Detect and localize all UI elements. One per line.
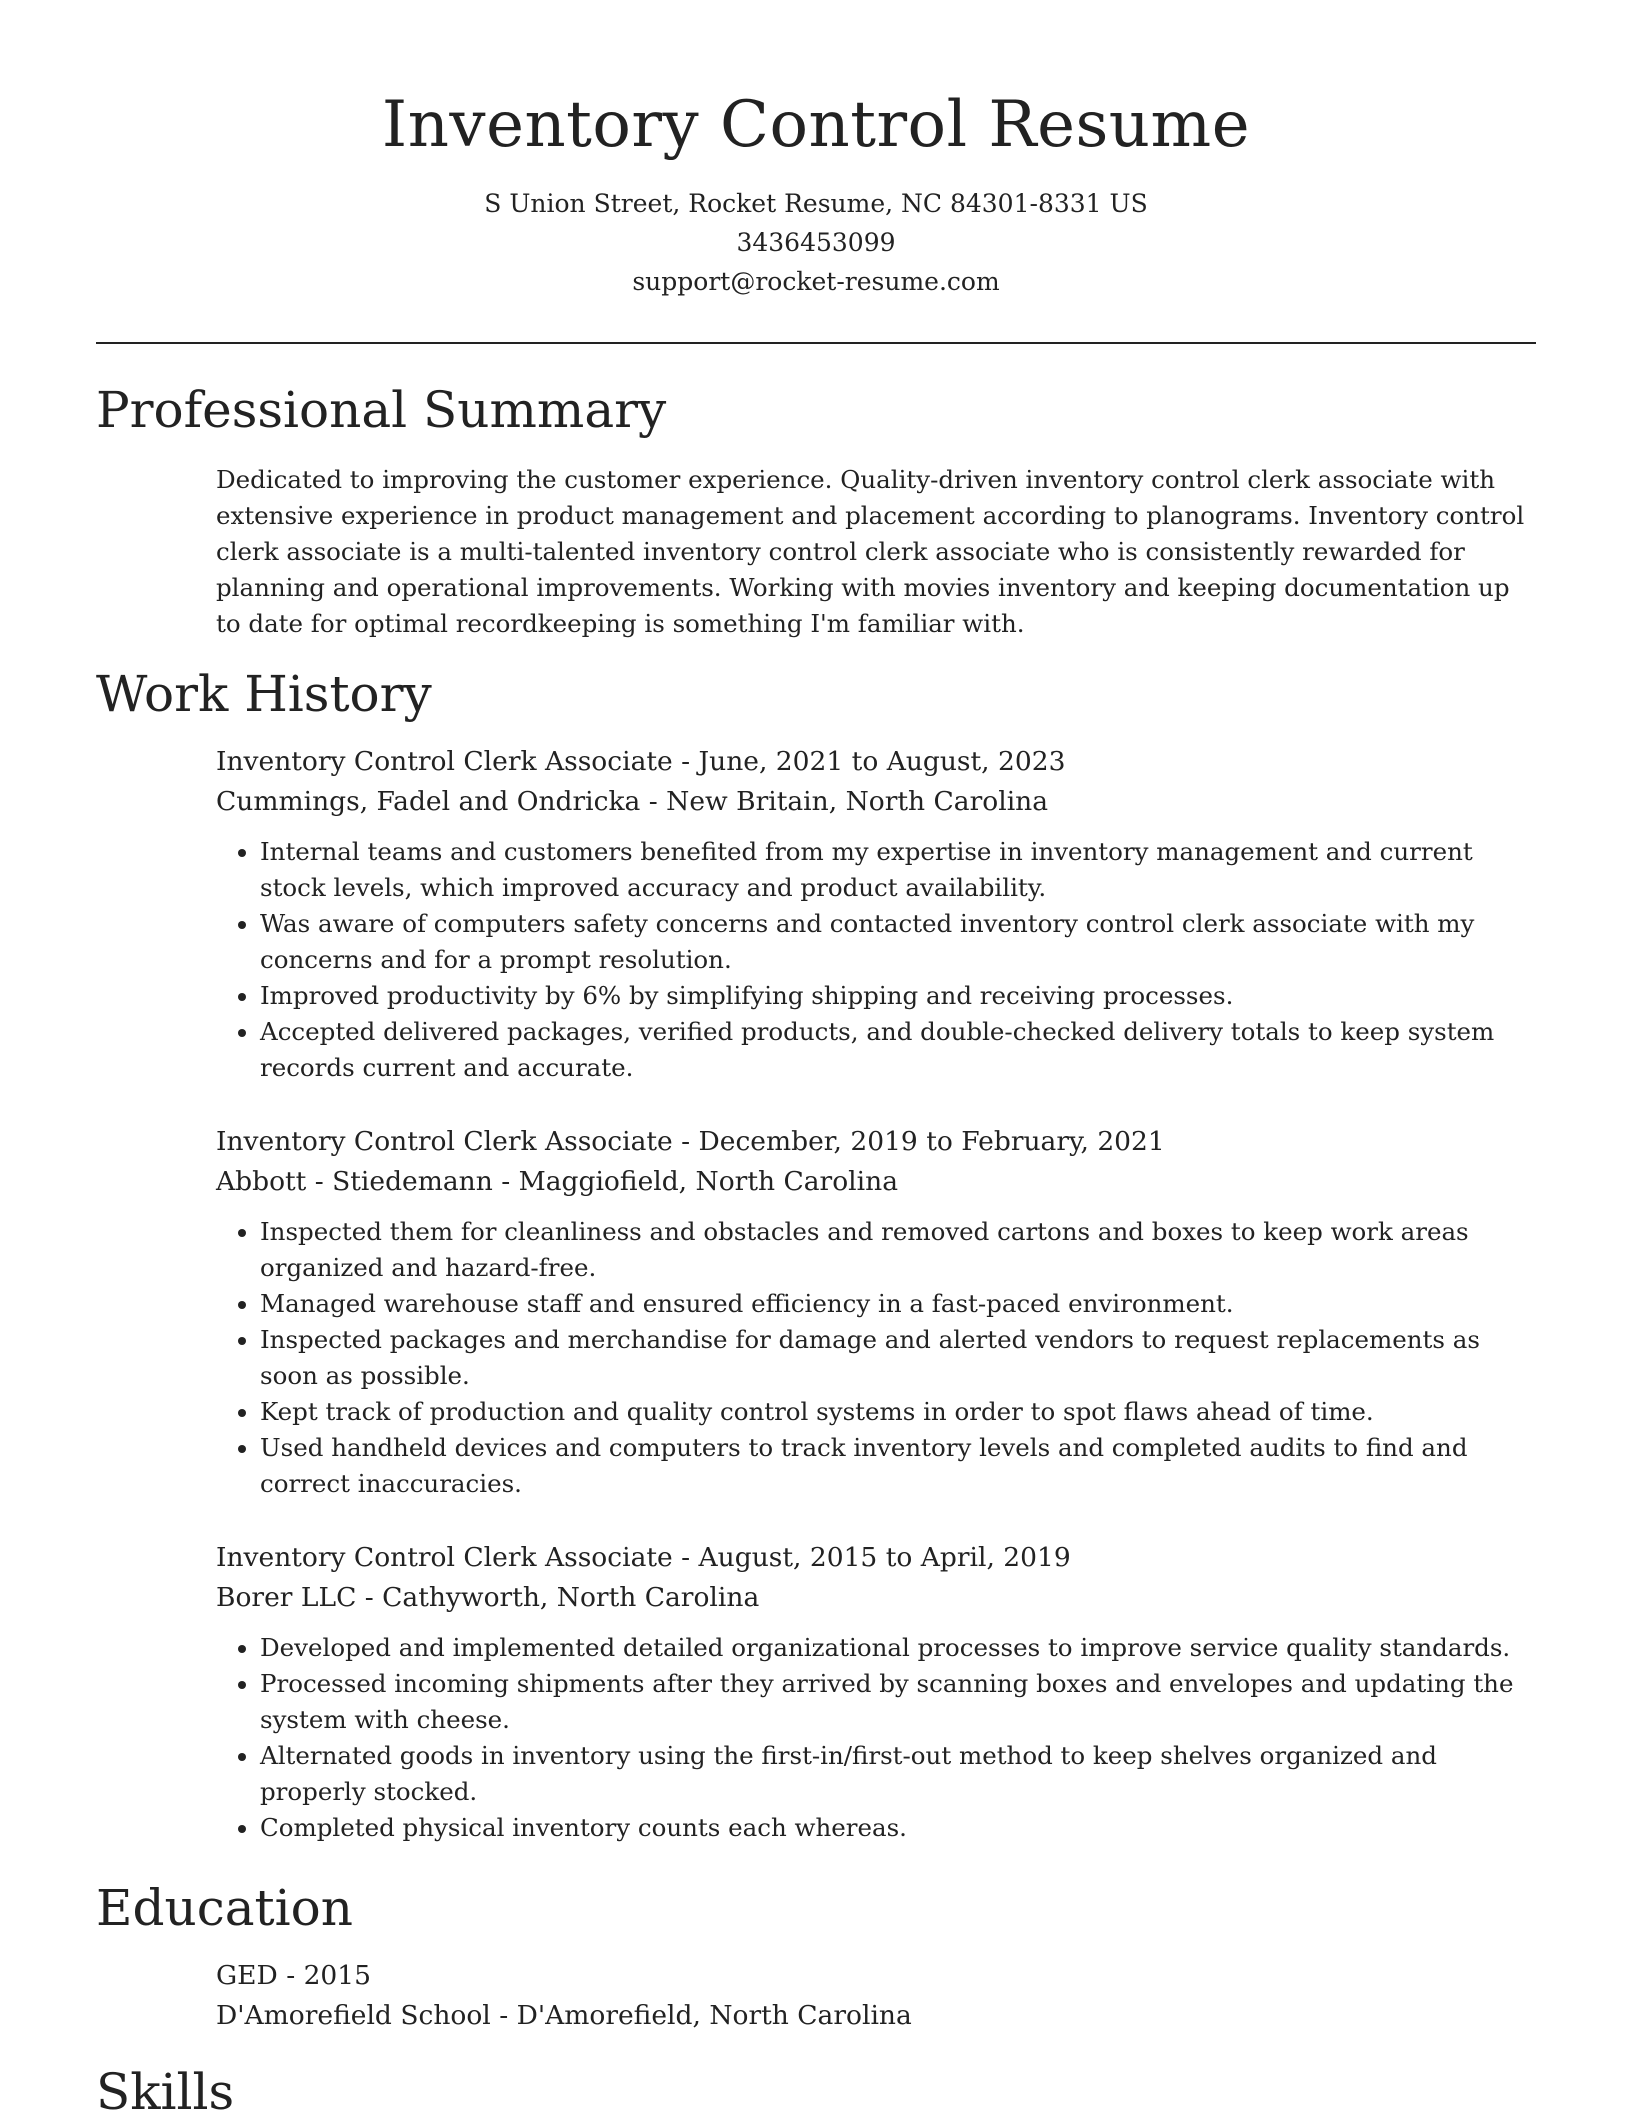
job-bullets <box>216 1214 1536 1502</box>
section-title-summary: Professional Summary <box>96 381 667 439</box>
job-entry <box>216 742 1536 1086</box>
job-company: Borer LLC <box>216 1582 357 1613</box>
section-title-work-history: Work History <box>96 665 432 723</box>
job-title-line <box>216 1538 1536 1578</box>
job-location: - Maggiofield, North Carolina <box>492 1166 898 1197</box>
contact-email: support@rocket-resume.com <box>632 267 1000 296</box>
job-title: Inventory Control Clerk Associate <box>216 746 673 777</box>
job-bullet: • Used handheld devices and computers to track inventory levels and completed audits to find and correct inaccuracies. <box>260 1430 1536 1502</box>
education-entry <box>216 1956 1536 2036</box>
section-title-education: Education <box>96 1879 353 1937</box>
job-company-line <box>216 1162 1536 1202</box>
job-bullets <box>216 1630 1536 1846</box>
job-bullet: • Completed physical inventory counts each whereas. <box>260 1810 1536 1846</box>
job-dates: - June, 2021 to August, 2023 <box>672 746 1066 777</box>
education-degree-line <box>216 1956 1536 1996</box>
job-title-line <box>216 1122 1536 1162</box>
job-dates: - December, 2019 to February, 2021 <box>672 1126 1165 1157</box>
job-bullet: • Internal teams and customers benefited from my expertise in inventory management and current stock levels, which improved accuracy and product availability. <box>260 834 1536 906</box>
job-bullet: • Was aware of computers safety concerns and contacted inventory control clerk associate with my concerns and for a prompt resolution. <box>260 906 1536 978</box>
job-bullet: • Developed and implemented detailed organizational processes to improve service quality standards. <box>260 1630 1536 1666</box>
contact-address: S Union Street, Rocket Resume, NC 84301-8331 US <box>484 189 1148 218</box>
job-bullet: • Alternated goods in inventory using the first-in/first-out method to keep shelves organized and properly stocked. <box>260 1738 1536 1810</box>
job-bullet: • Processed incoming shipments after they arrived by scanning boxes and envelopes and updating the system with cheese. <box>260 1666 1536 1738</box>
professional-summary-text: Dedicated to improving the customer experience. Quality-driven inventory control clerk associate with extensive experience in product management and placement according to planograms. Inventory control clerk associate is a multi-talented inventory control clerk associate who is consistently rewarded for planning and operational improvements. Working with movies inventory and keeping documentation up to date for optimal recordkeeping is something I'm familiar with. <box>216 465 1525 638</box>
education-degree: GED <box>216 1960 278 1991</box>
resume-title: Inventory Control Resume <box>381 88 1251 162</box>
job-bullet: • Improved productivity by 6% by simplifying shipping and receiving processes. <box>260 978 1536 1014</box>
job-company-line <box>216 782 1536 822</box>
header-divider <box>96 342 1536 344</box>
job-title-line <box>216 742 1536 782</box>
job-company: Cummings, Fadel and Ondricka <box>216 786 641 817</box>
section-title-skills: Skills <box>96 2063 235 2112</box>
education-school: D'Amorefield School <box>216 2000 491 2031</box>
job-company: Abbott - Stiedemann <box>216 1166 493 1197</box>
job-bullet: • Managed warehouse staff and ensured efficiency in a fast-paced environment. <box>260 1286 1536 1322</box>
job-bullets <box>216 834 1536 1086</box>
job-bullet: • Kept track of production and quality control systems in order to spot flaws ahead of time. <box>260 1394 1536 1430</box>
job-company-line <box>216 1578 1536 1618</box>
education-school-line <box>216 1996 1536 2036</box>
job-location: - New Britain, North Carolina <box>640 786 1049 817</box>
contact-phone: 3436453099 <box>736 228 896 257</box>
education-location: - D'Amorefield, North Carolina <box>490 2000 912 2031</box>
job-entry <box>216 1538 1536 1846</box>
job-title: Inventory Control Clerk Associate <box>216 1126 673 1157</box>
contact-info <box>0 184 1632 301</box>
job-location: - Cathyworth, North Carolina <box>356 1582 760 1613</box>
job-bullet: • Inspected them for cleanliness and obstacles and removed cartons and boxes to keep work areas organized and hazard-free. <box>260 1214 1536 1286</box>
job-entry <box>216 1122 1536 1502</box>
job-bullet: • Accepted delivered packages, verified products, and double-checked delivery totals to keep system records current and accurate. <box>260 1014 1536 1086</box>
job-dates: - August, 2015 to April, 2019 <box>672 1542 1071 1573</box>
job-bullet: • Inspected packages and merchandise for damage and alerted vendors to request replacements as soon as possible. <box>260 1322 1536 1394</box>
job-title: Inventory Control Clerk Associate <box>216 1542 673 1573</box>
education-year: - 2015 <box>277 1960 372 1991</box>
resume-header <box>0 0 1632 301</box>
